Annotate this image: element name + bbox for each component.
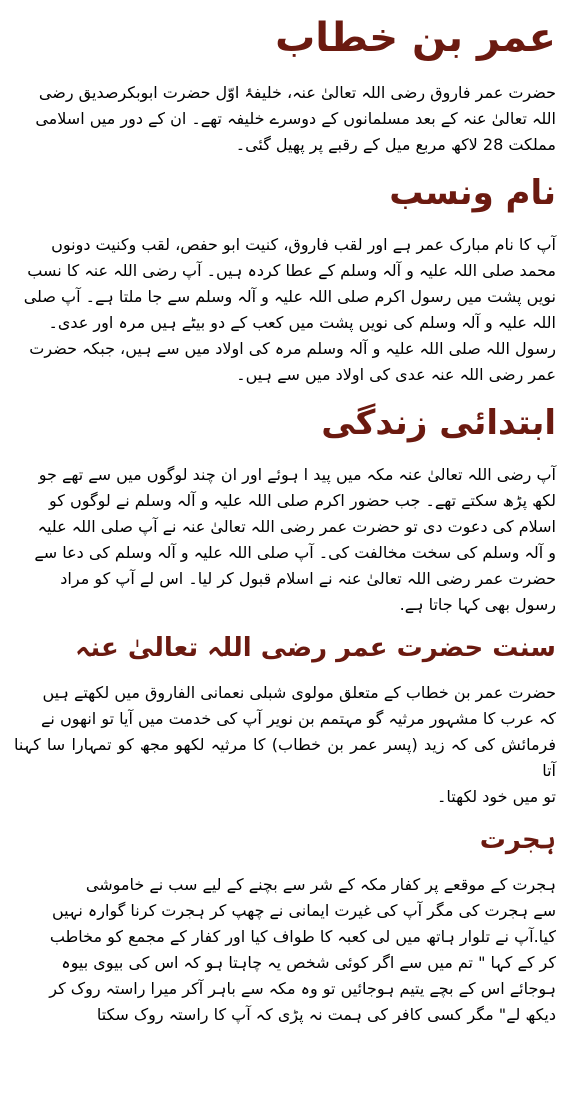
paragraph-line: ہجرت کے موقعے پر کفار مکہ کے شر سے بچنے کے لیے سب نے خاموشی	[85, 875, 556, 894]
paragraph-line: آپ کا نام مبارک عمر ہے اور لقب فاروق، کنیت ابو حفص، لقب وکنیت دونوں	[51, 235, 556, 254]
paragraph-line: آپ رضی اللہ تعالیٰ عنہ مکہ میں پید ا ہوئے اور ان چند لوگوں میں سے تھے جو	[38, 465, 556, 484]
paragraph-line: دیکھ لے" مگر کسی کافر کی ہمت نہ پڑی کہ آپ کا راستہ روک سکتا	[96, 1005, 556, 1024]
paragraph-line: اللہ علیہ و آلہ وسلم کی نویں پشت میں کعب کے دو بیٹے ہیں مرہ اور عدی۔	[48, 313, 556, 332]
section-heading-sunnah: سنت حضرت عمر رضی اللہ تعالیٰ عنہ	[75, 633, 556, 663]
paragraph-line: عمر رضی اللہ عنہ عدی کی اولاد میں سے ہیں۔	[236, 365, 556, 384]
page-title: عمر بن خطاب	[275, 15, 556, 61]
paragraph-line: محمد صلی اللہ علیہ و آلہ وسلم کے عطا کردہ ہیں۔ آپ رضی اللہ عنہ کا نسب	[27, 261, 556, 280]
early-life-paragraph	[14, 462, 556, 618]
section-heading-lineage: نام ونسب	[389, 173, 556, 213]
section-heading-early-life: ابتدائی زندگی	[321, 403, 556, 443]
paragraph-line: کر کے کہا " تم میں سے اگر کوئی شخص یہ چاہتا ہو کہ اس کی بیوی بیوہ	[61, 953, 556, 972]
paragraph-line: مملکت 28 لاکھ مربع میل کے رقبے پر پھیل گئی۔	[235, 135, 556, 154]
paragraph-line: کہ عرب کا مشہور مرثیہ گو مہتمم بن نویر آپ کی خدمت میں آیا تو انھوں نے	[41, 709, 556, 728]
section-heading-hijrah: ہجرت	[479, 825, 556, 855]
paragraph-line: رسول بھی کہا جاتا ہے.	[399, 595, 556, 614]
intro-paragraph	[14, 80, 556, 158]
paragraph-line: ہوجائے اس کے بچے یتیم ہوجائیں تو وہ مکہ سے باہر آکر میرا راستہ روک کر	[49, 979, 556, 998]
lineage-paragraph	[14, 232, 556, 388]
paragraph-line: حضرت عمر بن خطاب کے متعلق مولوی شبلی نعمانی الفاروق میں لکھتے ہیں	[42, 683, 556, 702]
paragraph-line: اسلام کی دعوت دی تو حضرت عمر رضی اللہ تعالیٰ عنہ نے آپ صلی اللہ علیہ	[37, 517, 556, 536]
paragraph-line: و آلہ وسلم کی سخت مخالفت کی۔ آپ صلی اللہ علیہ و آلہ وسلم کی دعا سے	[34, 543, 556, 562]
paragraph-line: حضرت عمر فاروق رضی اللہ تعالیٰ عنہ، خلیفۂ اوّل حضرت ابوبکرصدیق رضی	[38, 83, 556, 102]
paragraph-line: رسول اللہ صلی اللہ علیہ و آلہ وسلم مرہ کی اولاد میں سے ہیں، جبکہ حضرت	[29, 339, 556, 358]
paragraph-line: نویں پشت میں رسول اکرم صلی اللہ علیہ و آلہ وسلم سے جا ملتا ہے۔ آپ صلی	[23, 287, 556, 306]
paragraph-line: حضرت عمر رضی اللہ تعالیٰ عنہ نے اسلام قبول کر لیا۔ اس لے آپ کو مراد	[60, 569, 556, 588]
paragraph-line: فرمائش کی کہ زید (پسر عمر بن خطاب) کا مرثیہ لکھو مجھ کو تمہارا سا کہنا آتا	[14, 735, 556, 780]
hijrah-paragraph	[14, 872, 556, 1028]
paragraph-line: سے ہجرت کی مگر آپ کی غیرت ایمانی نے چھپ کر ہجرت کرنا گوارہ نہیں	[51, 901, 556, 920]
paragraph-line: کیا.آپ نے تلوار ہاتھ میں لی کعبہ کا طواف کیا اور کفار کے مجمع کو مخاطب	[49, 927, 556, 946]
paragraph-line: تو میں خود لکھتا۔	[437, 787, 556, 806]
sunnah-paragraph	[14, 680, 556, 810]
paragraph-line: اللہ تعالیٰ عنہ کے بعد مسلمانوں کے دوسرے خلیفہ تھے۔ ان کے دور میں اسلامی	[35, 109, 556, 128]
paragraph-line: لکھ پڑھ سکتے تھے۔ جب حضور اکرم صلی اللہ علیہ و آلہ وسلم نے لوگوں کو	[49, 491, 556, 510]
